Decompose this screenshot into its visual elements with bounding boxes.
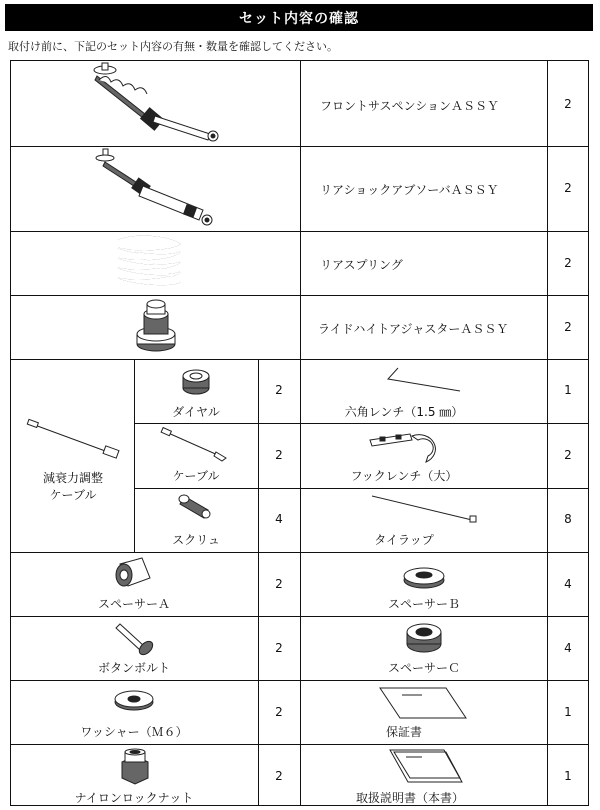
damping-cable-line1: 減衰力調整: [42, 471, 104, 485]
rear-absorber-icon: [95, 148, 220, 228]
rear-absorber-label: リアショックアブソーバＡＳＳＹ: [320, 183, 499, 197]
cable-tie-qty: 8: [564, 512, 572, 526]
ride-height-adjuster-qty: 2: [564, 320, 572, 334]
spacer-a-label: スペーサーＡ: [97, 597, 171, 611]
warranty-label: 保証書: [385, 725, 423, 739]
damping-cable-group-label: [43, 470, 103, 504]
nylon-nut-label: ナイロンロックナット: [74, 791, 194, 805]
button-bolt-label: ボタンボルト: [97, 661, 171, 675]
ride-height-adjuster-icon: [135, 298, 177, 354]
spacer-c-icon: [405, 622, 443, 654]
hook-wrench-label: フックレンチ（大）: [350, 469, 458, 483]
screw-label: スクリュ: [172, 533, 220, 547]
hex-wrench-qty: 1: [564, 383, 572, 397]
damping-cable-icon: [28, 420, 122, 460]
manual-icon: [386, 748, 466, 784]
dial-label: ダイヤル: [172, 405, 220, 419]
warranty-qty: 1: [564, 705, 572, 719]
cable-label: ケーブル: [172, 469, 220, 483]
rear-spring-icon: [112, 234, 188, 292]
washer-icon: [113, 688, 155, 712]
washer-label: ワッシャー（Ｍ６）: [80, 725, 188, 739]
spacer-a-qty: 2: [275, 577, 283, 591]
hex-wrench-label: 六角レンチ（1.5 ㎜）: [344, 405, 464, 419]
rear-spring-label: リアスプリング: [320, 258, 403, 272]
manual-qty: 1: [564, 769, 572, 783]
hook-wrench-icon: [366, 430, 446, 464]
intro-text: 取付け前に、下記のセット内容の有無・数量を確認してください。: [8, 40, 338, 53]
button-bolt-icon: [116, 618, 156, 654]
cable-qty: 2: [275, 448, 283, 462]
screw-icon: [178, 492, 218, 520]
manual-label: 取扱説明書（本書）: [355, 791, 465, 805]
ride-height-adjuster-label: ライドハイトアジャスターＡＳＳＹ: [318, 322, 509, 336]
front-suspension-icon: [85, 62, 225, 144]
rear-absorber-qty: 2: [564, 181, 572, 195]
dial-qty: 2: [275, 383, 283, 397]
dial-icon: [181, 366, 211, 396]
spacer-c-qty: 4: [564, 641, 572, 655]
front-suspension-qty: 2: [564, 97, 572, 111]
warranty-icon: [376, 686, 468, 720]
spacer-b-icon: [402, 562, 446, 590]
washer-qty: 2: [275, 705, 283, 719]
screw-qty: 4: [275, 512, 283, 526]
cable-icon: [160, 428, 230, 462]
spacer-a-icon: [112, 556, 152, 592]
spacer-b-qty: 4: [564, 577, 572, 591]
rear-spring-qty: 2: [564, 256, 572, 270]
nylon-nut-qty: 2: [275, 769, 283, 783]
spacer-c-label: スペーサーＣ: [387, 661, 461, 675]
spacer-b-label: スペーサーＢ: [387, 597, 461, 611]
nylon-nut-icon: [118, 748, 152, 786]
damping-cable-line2: ケーブル: [49, 488, 97, 502]
page-title: セット内容の確認: [239, 10, 359, 27]
cable-tie-icon: [368, 492, 480, 526]
hook-wrench-qty: 2: [564, 448, 572, 462]
front-suspension-label: フロントサスペンションＡＳＳＹ: [320, 99, 499, 113]
hex-wrench-icon: [384, 365, 464, 395]
button-bolt-qty: 2: [275, 641, 283, 655]
cable-tie-label: タイラップ: [374, 533, 434, 547]
